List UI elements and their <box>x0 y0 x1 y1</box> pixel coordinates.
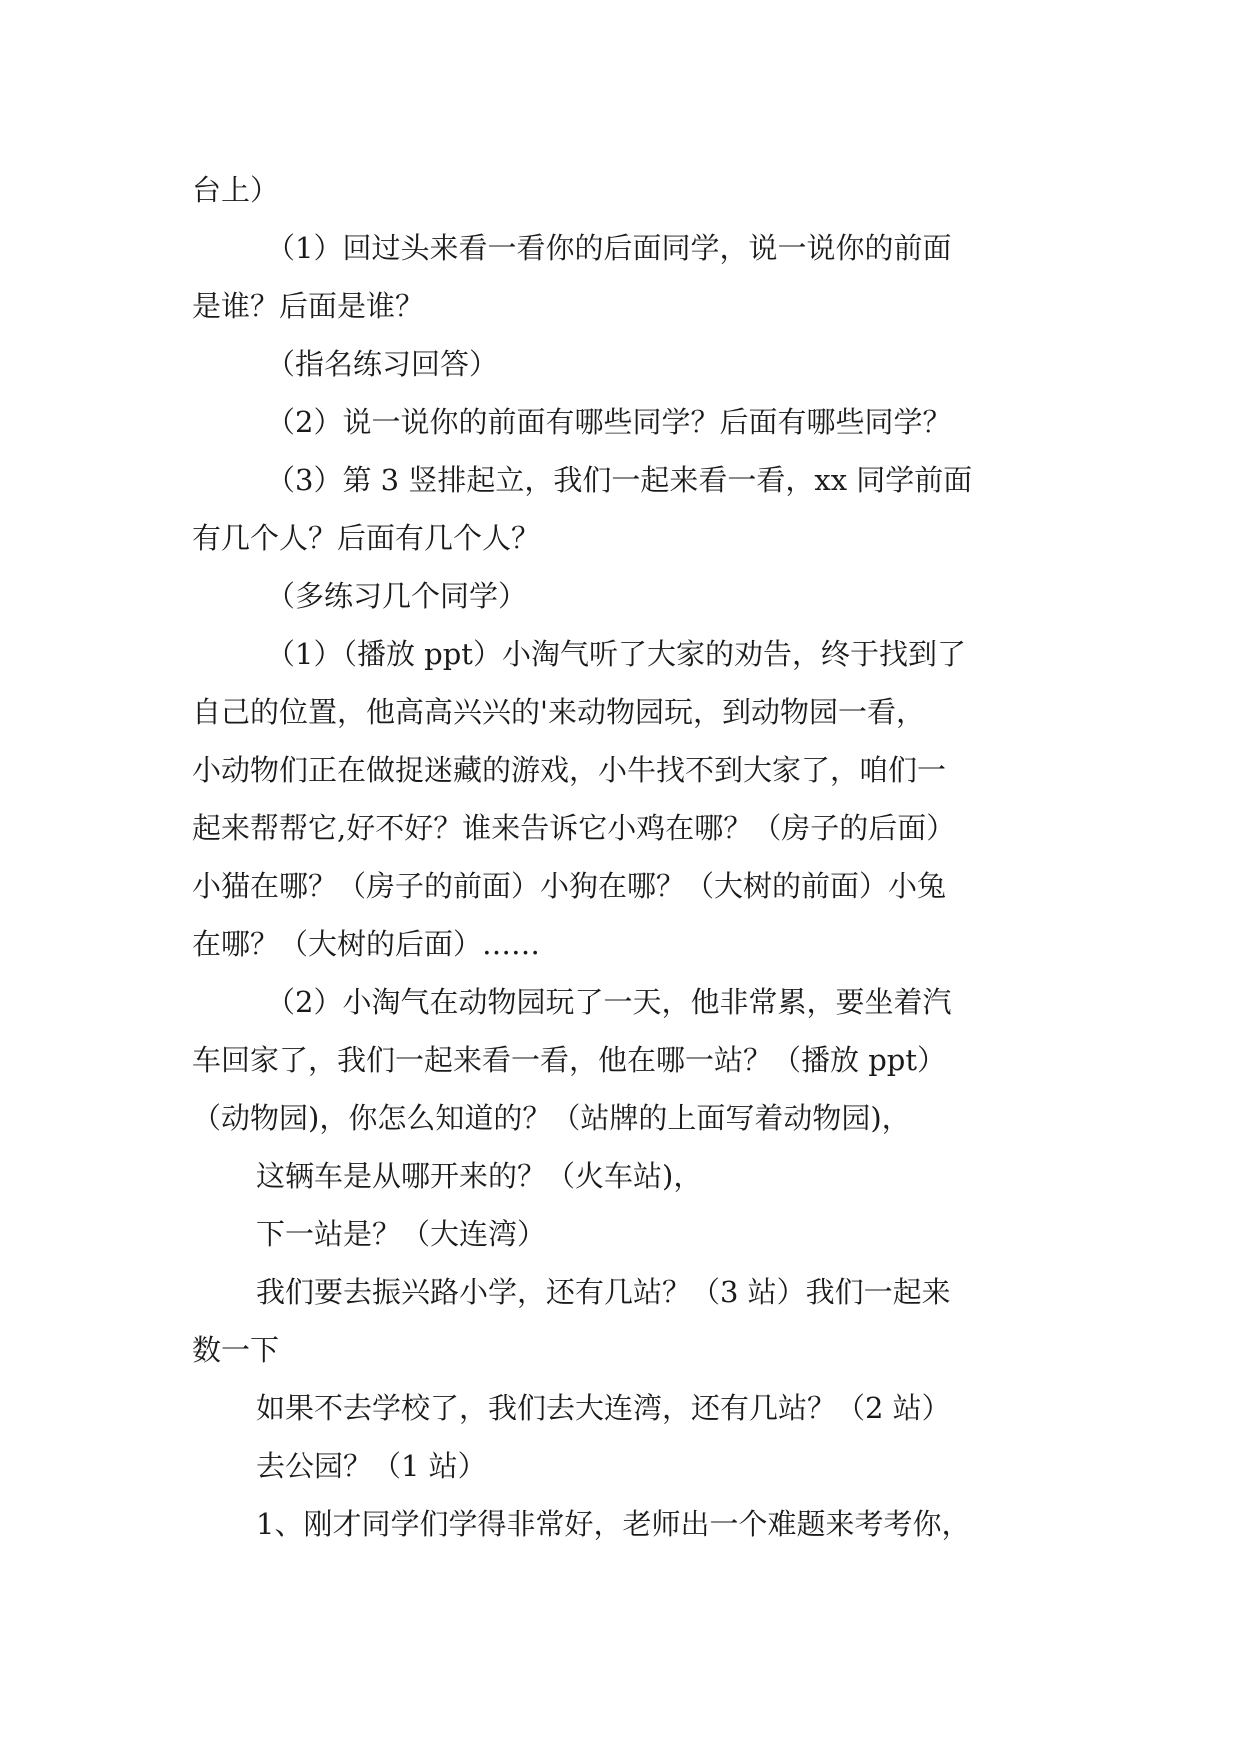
text-line: 1、刚才同学们学得非常好，老师出一个难题来考考你， <box>256 1507 971 1541</box>
text-line: （1）（播放 ppt）小淘气听了大家的劝告，终于找到了 <box>266 637 966 671</box>
text-line: （3）第 3 竖排起立，我们一起来看一看，xx 同学前面 <box>266 463 973 497</box>
text-line: 这辆车是从哪开来的？（火车站)， <box>256 1159 703 1193</box>
text-line: 小动物们正在做捉迷藏的游戏，小牛找不到大家了，咱们一 <box>192 753 947 787</box>
text-line: （1）回过头来看一看你的后面同学，说一说你的前面 <box>266 231 952 265</box>
text-line: 在哪？（大树的后面）…… <box>192 927 541 961</box>
text-line: （动物园)，你怎么知道的？（站牌的上面写着动物园)， <box>192 1101 911 1135</box>
text-line: 是谁？后面是谁？ <box>192 289 425 323</box>
text-line: 台上） <box>192 173 280 207</box>
text-line: 有几个人？后面有几个人？ <box>192 521 541 555</box>
text-line: 下一站是？（大连湾） <box>256 1217 547 1251</box>
text-line: 去公园？（1 站） <box>256 1449 487 1483</box>
text-line: （指名练习回答） <box>266 347 499 381</box>
text-line: （2）说一说你的前面有哪些同学？后面有哪些同学？ <box>266 405 952 439</box>
text-line: 自己的位置，他高高兴兴的'来动物园玩，到动物园一看， <box>192 695 925 729</box>
text-line: 数一下 <box>192 1333 280 1367</box>
text-line: 起来帮帮它,好不好？谁来告诉它小鸡在哪？（房子的后面） <box>192 811 956 845</box>
text-line: 如果不去学校了，我们去大连湾，还有几站？（2 站） <box>256 1391 951 1425</box>
text-line: 小猫在哪？（房子的前面）小狗在哪？（大树的前面）小兔 <box>192 869 947 903</box>
text-line: 车回家了，我们一起来看一看，他在哪一站？（播放 ppt） <box>192 1043 947 1077</box>
text-line: 我们要去振兴路小学，还有几站？（3 站）我们一起来 <box>256 1275 951 1309</box>
text-line: （多练习几个同学） <box>266 579 528 613</box>
text-line: （2）小淘气在动物园玩了一天，他非常累，要坐着汽 <box>266 985 952 1019</box>
